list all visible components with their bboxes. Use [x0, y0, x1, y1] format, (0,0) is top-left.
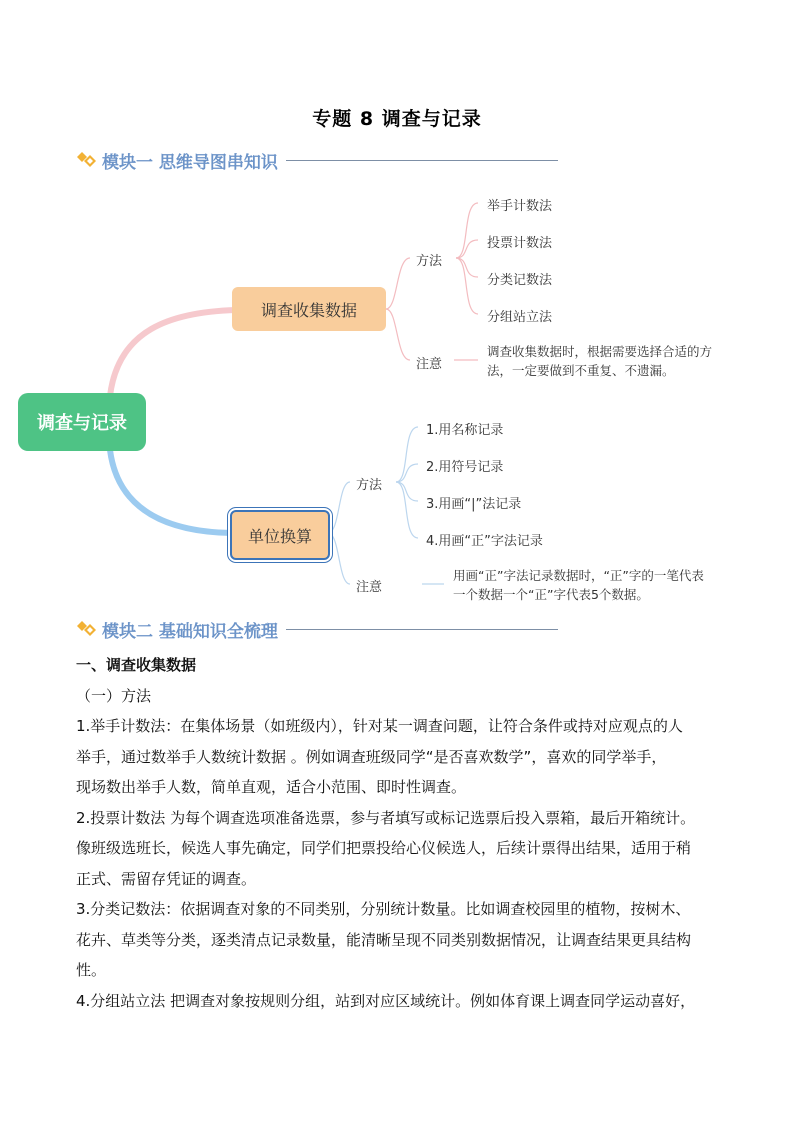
module-title: 模块一 思维导图串知识	[102, 152, 278, 173]
divider	[286, 629, 558, 630]
branch2-note	[453, 566, 704, 604]
mindmap-root: 调查与记录	[18, 393, 146, 451]
note-line: 用画“正”字法记录数据时，“正”字的一笔代表	[453, 568, 704, 583]
paragraph-line: 现场数出举手人数，简单直观，适合小范围、即时性调查。	[76, 778, 467, 796]
branch1-method-item: 分类记数法	[487, 273, 553, 288]
paragraph-line: 性。	[76, 961, 107, 979]
paragraph-line: 3.分类记数法：依据调查对象的不同类别，分别统计数量。比如调查校园里的植物，按树木、	[76, 900, 691, 918]
module-title: 模块二 基础知识全梳理	[102, 621, 278, 642]
branch1-method-item: 分组站立法	[487, 310, 553, 325]
branch1-method-label: 方法	[416, 254, 443, 269]
branch1-note-label: 注意	[416, 357, 443, 372]
mindmap-branch-1: 调查收集数据	[232, 287, 386, 331]
branch2-method-item: 2.用符号记录	[426, 460, 504, 475]
section-heading: 一、调查收集数据	[76, 656, 197, 674]
paragraph-line: 2.投票计数法 为每个调查选项准备选票，参与者填写或标记选票后投入票箱，最后开箱统计。	[76, 808, 696, 827]
module-header-2	[76, 617, 558, 641]
diamond-bullet-icon	[76, 619, 98, 639]
branch1-method-item: 投票计数法	[487, 236, 553, 251]
note-line: 法，一定要做到不重复、不遗漏。	[487, 363, 675, 378]
branch2-method-item: 3.用画“|”法记录	[426, 497, 522, 512]
branch1-method-item: 举手计数法	[487, 199, 553, 214]
paragraph-line: 举手，通过数举手人数统计数据 。例如调查班级同学“是否喜欢数学”，喜欢的同学举手，	[76, 747, 667, 766]
branch2-method-label: 方法	[356, 478, 383, 493]
mindmap-branch-2: 单位换算	[230, 510, 330, 560]
subsection-heading: （一）方法	[76, 686, 152, 705]
branch2-method-item: 1.用名称记录	[426, 423, 504, 438]
note-line: 一个数据一个“正”字代表5个数据。	[453, 587, 649, 602]
branch2-note-label: 注意	[356, 580, 383, 595]
branch1-note	[487, 342, 712, 380]
note-line: 调查收集数据时，根据需要选择合适的方	[487, 344, 713, 359]
paragraph-line: 正式、需留存凭证的调查。	[76, 869, 257, 888]
paragraph-line: 花卉、草类等分类，逐类清点记录数量，能清晰呈现不同类别数据情况，让调查结果更具结构	[76, 930, 692, 949]
knowledge-content	[76, 650, 736, 1016]
paragraph-line: 1.举手计数法：在集体场景（如班级内），针对某一调查问题，让符合条件或持对应观点的人	[76, 717, 683, 735]
paragraph-line: 4.分组站立法 把调查对象按规则分组，站到对应区域统计。例如体育课上调查同学运动喜好，	[76, 991, 696, 1010]
page-title: 专题 8 调查与记录	[312, 108, 482, 130]
paragraph-line: 像班级选班长，候选人事先确定，同学们把票投给心仪候选人，后续计票得出结果，适用于稍	[76, 839, 692, 857]
branch2-method-item: 4.用画“正”字法记录	[426, 534, 543, 549]
